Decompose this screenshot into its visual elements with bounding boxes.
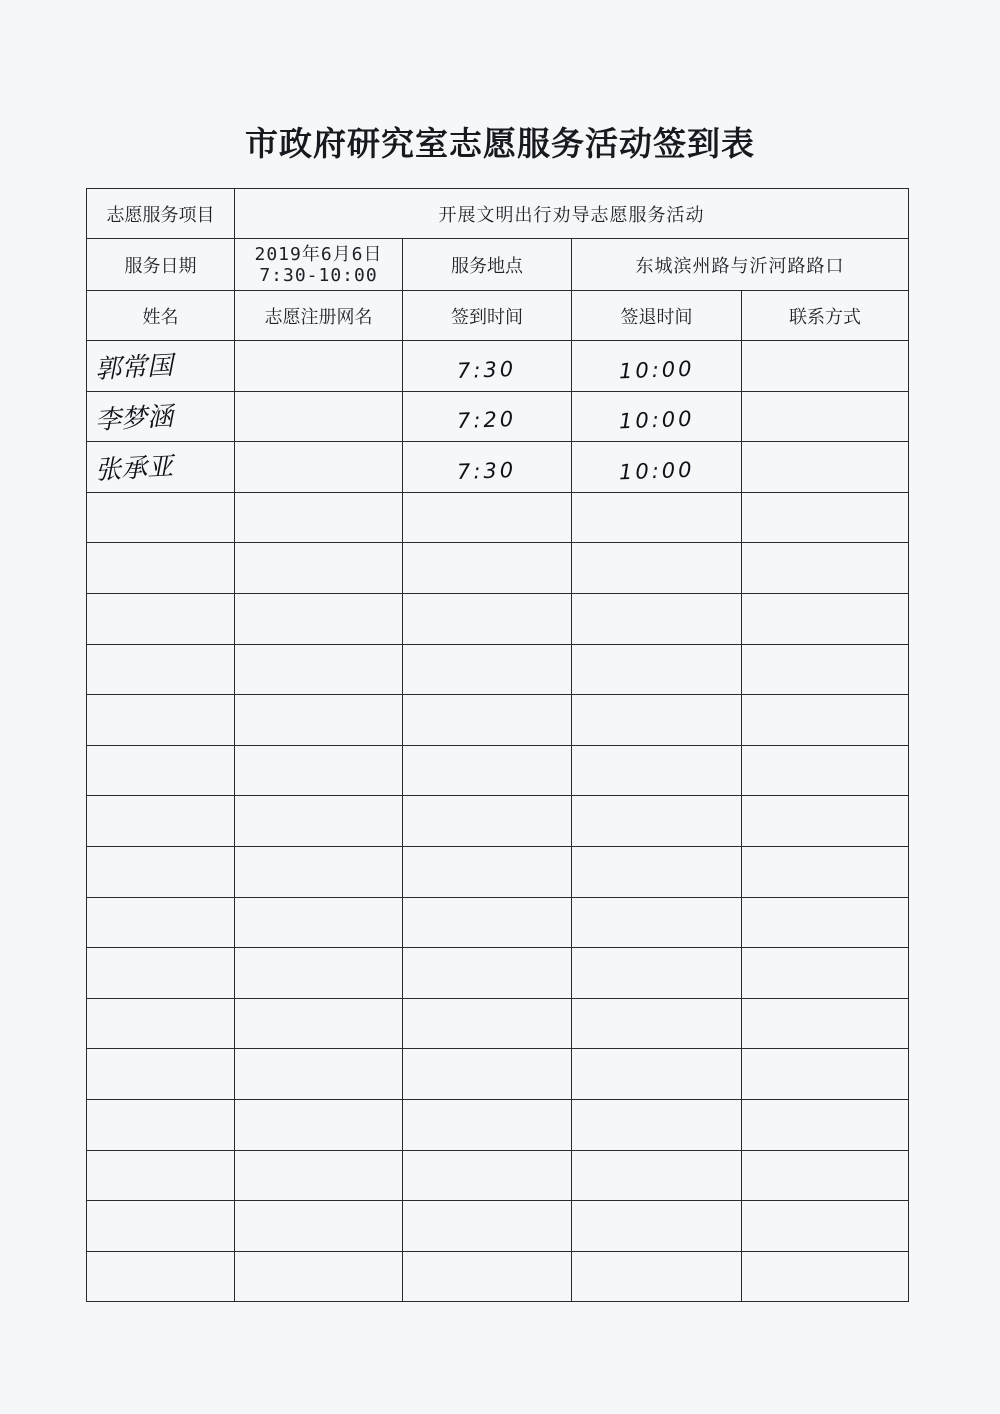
cell-contact: [742, 391, 909, 442]
project-value: 开展文明出行劝导志愿服务活动: [235, 189, 909, 239]
cell-contact: [742, 796, 909, 847]
cell-name-text: 郭常国: [94, 351, 174, 386]
date-line-2: 7:30-10:00: [259, 264, 378, 286]
cell-contact: [742, 543, 909, 594]
cell-sign-out: [572, 796, 742, 847]
date-label: 服务日期: [87, 239, 235, 291]
cell-net-name: [235, 442, 403, 493]
cell-name: [87, 492, 235, 543]
table-row: [87, 341, 909, 392]
cell-sign-out: [572, 695, 742, 746]
cell-net-name: [235, 745, 403, 796]
cell-name: [87, 442, 235, 493]
cell-name: [87, 644, 235, 695]
cell-contact: [742, 745, 909, 796]
cell-sign-out: [572, 846, 742, 897]
cell-sign-in-text: 7:20: [457, 407, 517, 434]
cell-contact: [742, 897, 909, 948]
cell-net-name: [235, 897, 403, 948]
cell-net-name: [235, 1049, 403, 1100]
column-header-net-name: 志愿注册网名: [235, 291, 403, 341]
cell-sign-out: [572, 492, 742, 543]
column-header-name: 姓名: [87, 291, 235, 341]
cell-sign-in: [403, 897, 572, 948]
sign-in-table: [86, 188, 909, 1302]
cell-sign-in: [403, 1099, 572, 1150]
cell-contact: [742, 1251, 909, 1302]
cell-sign-out: [572, 341, 742, 392]
date-line-1: 2019年6月6日: [254, 243, 383, 265]
cell-name-text: 李梦涵: [94, 401, 174, 436]
table-row: [87, 543, 909, 594]
cell-sign-out-text: 10:00: [618, 356, 695, 384]
cell-net-name: [235, 998, 403, 1049]
cell-contact: [742, 492, 909, 543]
cell-contact: [742, 1150, 909, 1201]
cell-contact: [742, 442, 909, 493]
cell-name: [87, 695, 235, 746]
cell-sign-out: [572, 442, 742, 493]
table-row: [87, 1251, 909, 1302]
table-row: [87, 644, 909, 695]
page-title: 市政府研究室志愿服务活动签到表: [245, 124, 755, 163]
cell-net-name: [235, 1099, 403, 1150]
cell-contact: [742, 593, 909, 644]
cell-sign-out: [572, 1201, 742, 1252]
cell-net-name: [235, 846, 403, 897]
cell-net-name: [235, 1150, 403, 1201]
column-header-sign-in: 签到时间: [403, 291, 572, 341]
cell-contact: [742, 341, 909, 392]
project-row: [87, 189, 909, 239]
cell-sign-out: [572, 1150, 742, 1201]
cell-sign-out: [572, 897, 742, 948]
cell-sign-in: [403, 1150, 572, 1201]
table-row: [87, 391, 909, 442]
cell-name: [87, 1099, 235, 1150]
cell-name: [87, 998, 235, 1049]
cell-net-name: [235, 492, 403, 543]
table-row: [87, 1099, 909, 1150]
cell-name: [87, 1251, 235, 1302]
cell-sign-in: [403, 543, 572, 594]
cell-contact: [742, 1201, 909, 1252]
cell-sign-out: [572, 543, 742, 594]
table-row: [87, 846, 909, 897]
cell-sign-out: [572, 745, 742, 796]
cell-sign-in: [403, 593, 572, 644]
cell-sign-in: [403, 998, 572, 1049]
table-row: [87, 1150, 909, 1201]
table-row: [87, 796, 909, 847]
place-value: 东城滨州路与沂河路路口: [572, 239, 909, 291]
table-row: [87, 745, 909, 796]
place-label: 服务地点: [403, 239, 572, 291]
cell-sign-out: [572, 391, 742, 442]
cell-net-name: [235, 695, 403, 746]
cell-sign-in: [403, 644, 572, 695]
column-header-row: [87, 291, 909, 341]
cell-name-text: 张承亚: [94, 452, 174, 487]
column-header-sign-out: 签退时间: [572, 291, 742, 341]
cell-sign-out: [572, 998, 742, 1049]
cell-net-name: [235, 644, 403, 695]
cell-contact: [742, 695, 909, 746]
cell-name: [87, 1201, 235, 1252]
cell-sign-in: [403, 391, 572, 442]
cell-net-name: [235, 341, 403, 392]
cell-contact: [742, 644, 909, 695]
cell-sign-in: [403, 341, 572, 392]
cell-net-name: [235, 391, 403, 442]
cell-sign-out: [572, 1099, 742, 1150]
cell-sign-out: [572, 1251, 742, 1302]
date-place-row: [87, 239, 909, 291]
cell-contact: [742, 1049, 909, 1100]
cell-name: [87, 1049, 235, 1100]
cell-sign-in: [403, 948, 572, 999]
cell-sign-in: [403, 1251, 572, 1302]
cell-sign-in-text: 7:30: [457, 457, 517, 485]
table-row: [87, 492, 909, 543]
project-label: 志愿服务项目: [87, 189, 235, 239]
cell-name: [87, 948, 235, 999]
cell-contact: [742, 948, 909, 999]
cell-name: [87, 897, 235, 948]
cell-net-name: [235, 796, 403, 847]
cell-name: [87, 796, 235, 847]
table-row: [87, 897, 909, 948]
cell-sign-out: [572, 948, 742, 999]
cell-net-name: [235, 1201, 403, 1252]
cell-name: [87, 391, 235, 442]
table-row: [87, 593, 909, 644]
cell-sign-in: [403, 442, 572, 493]
cell-net-name: [235, 593, 403, 644]
cell-name: [87, 543, 235, 594]
cell-sign-in: [403, 745, 572, 796]
table-row: [87, 695, 909, 746]
table-row: [87, 998, 909, 1049]
cell-sign-in: [403, 796, 572, 847]
cell-sign-in-text: 7:30: [457, 356, 517, 383]
cell-sign-out: [572, 644, 742, 695]
cell-name: [87, 593, 235, 644]
cell-sign-in: [403, 846, 572, 897]
cell-sign-out-text: 10:00: [618, 457, 695, 485]
table-row: [87, 1201, 909, 1252]
cell-name: [87, 1150, 235, 1201]
cell-net-name: [235, 948, 403, 999]
cell-net-name: [235, 543, 403, 594]
cell-name: [87, 846, 235, 897]
table-row: [87, 1049, 909, 1100]
cell-name: [87, 341, 235, 392]
cell-contact: [742, 998, 909, 1049]
cell-sign-in: [403, 492, 572, 543]
cell-sign-in: [403, 1201, 572, 1252]
cell-contact: [742, 1099, 909, 1150]
cell-sign-out: [572, 593, 742, 644]
cell-sign-out-text: 10:00: [618, 407, 695, 434]
cell-name: [87, 745, 235, 796]
cell-sign-in: [403, 1049, 572, 1100]
date-value: [235, 239, 403, 291]
cell-contact: [742, 846, 909, 897]
cell-sign-in: [403, 695, 572, 746]
column-header-contact: 联系方式: [742, 291, 909, 341]
cell-net-name: [235, 1251, 403, 1302]
cell-sign-out: [572, 1049, 742, 1100]
table-row: [87, 442, 909, 493]
table-row: [87, 948, 909, 999]
